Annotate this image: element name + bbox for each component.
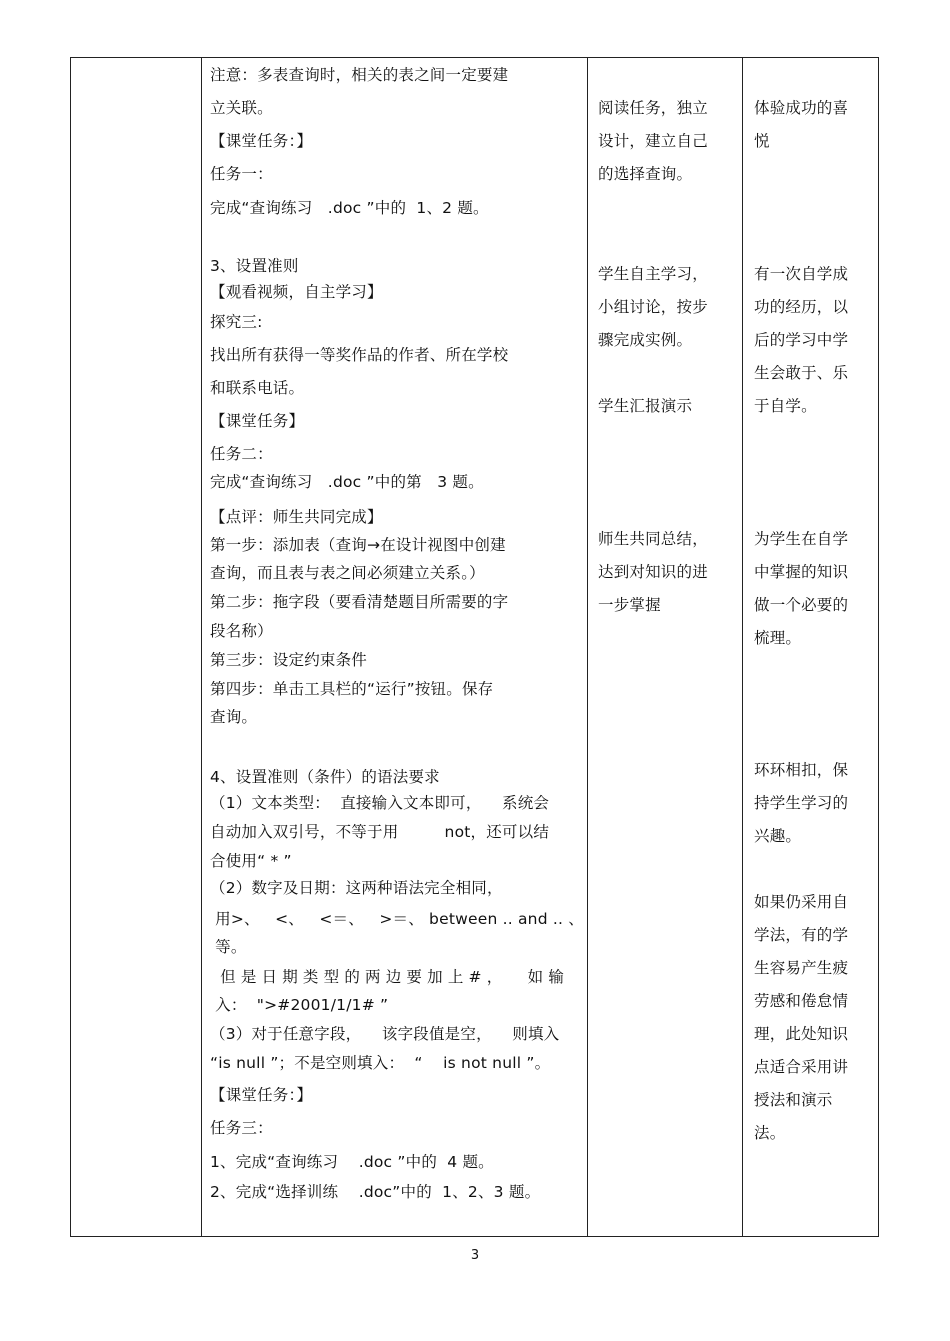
intent-line: 功的经历，以 (754, 298, 849, 316)
content-line: 自动加入双引号，不等于用 not，还可以结 (210, 823, 550, 841)
content-line: （3）对于任意字段， 该字段值是空， 则填入 (210, 1025, 560, 1043)
content-line: 【观看视频，自主学习】 (210, 283, 383, 301)
content-line: （2）数字及日期：这两种语法完全相同， (210, 879, 503, 897)
intent-line: 劳感和倦怠情 (754, 992, 849, 1010)
intent-line: 于自学。 (754, 397, 817, 415)
table-border-left (70, 57, 71, 1237)
intent-line: 中掌握的知识 (754, 563, 849, 581)
content-line: 注意：多表查询时，相关的表之间一定要建 (210, 66, 509, 84)
content-line: 段名称） (210, 622, 273, 640)
content-line: 完成“查询练习 .doc ”中的第 3 题。 (210, 473, 484, 491)
intent-line: 环环相扣，保 (754, 761, 849, 779)
content-line: 探究三: (210, 313, 263, 331)
content-line: 入： ">#2001/1/1# ” (210, 996, 389, 1014)
content-line: 【课堂任务：】 (210, 1086, 313, 1104)
column-divider-1 (201, 57, 202, 1237)
intent-line: 学法，有的学 (754, 926, 849, 944)
content-line: 任务三： (210, 1119, 273, 1137)
intent-line: 持学生学习的 (754, 794, 849, 812)
intent-line: 理，此处知识 (754, 1025, 849, 1043)
content-line: 第四步：单击工具栏的“运行”按钮。保存 (210, 680, 494, 698)
content-line: 完成“查询练习 .doc ”中的 1、2 题。 (210, 199, 489, 217)
activity-line: 阅读任务，独立 (598, 99, 708, 117)
activity-line: 达到对知识的进 (598, 563, 708, 581)
intent-line: 点适合采用讲 (754, 1058, 849, 1076)
intent-line: 如果仍采用自 (754, 893, 849, 911)
content-line: 【课堂任务：】 (210, 132, 313, 150)
content-line: 找出所有获得一等奖作品的作者、所在学校 (210, 346, 509, 364)
intent-line: 体验成功的喜 (754, 99, 849, 117)
content-line: “is null ”；不是空则填入： “ is not null ”。 (210, 1054, 551, 1072)
activity-line: 学生汇报演示 (598, 397, 693, 415)
content-line: 但是日期类型的两边要加上#， 如输 (210, 968, 570, 986)
intent-line: 有一次自学成 (754, 265, 849, 283)
intent-line: 悦 (754, 132, 770, 150)
intent-line: 后的学习中学 (754, 331, 849, 349)
intent-line: 为学生在自学 (754, 530, 849, 548)
activity-line: 师生共同总结， (598, 530, 708, 548)
content-line: 任务一： (210, 165, 273, 183)
activity-line: 的选择查询。 (598, 165, 693, 183)
activity-line: 学生自主学习， (598, 265, 708, 283)
content-line: 查询，而且表与表之间必须建立关系。） (210, 564, 485, 582)
content-line: 立关联。 (210, 99, 273, 117)
activity-line: 一步掌握 (598, 596, 661, 614)
content-line: （1）文本类型： 直接输入文本即可， 系统会 (210, 794, 550, 812)
intent-line: 生会敢于、乐 (754, 364, 849, 382)
intent-line: 梳理。 (754, 629, 802, 647)
content-line: 用>、 <、 <＝、 >＝、 between .. and .. 、 (210, 910, 584, 928)
activity-line: 设计，建立自己 (598, 132, 708, 150)
table-bottom-border (70, 1236, 879, 1237)
intent-line: 兴趣。 (754, 827, 802, 845)
activity-line: 骤完成实例。 (598, 331, 693, 349)
content-line: 第三步：设定约束条件 (210, 651, 368, 669)
activity-line: 小组讨论，按步 (598, 298, 708, 316)
column-divider-2 (587, 57, 588, 1237)
content-line: 1、完成“查询练习 .doc ”中的 4 题。 (210, 1153, 494, 1171)
intent-line: 法。 (754, 1124, 786, 1142)
content-line: 2、完成“选择训练 .doc”中的 1、2、3 题。 (210, 1183, 541, 1201)
table-top-border (70, 57, 879, 58)
section-heading: 3、设置准则 (210, 257, 299, 275)
page-number: 3 (470, 1248, 480, 1263)
content-line: 合使用“ * ” (210, 852, 292, 870)
content-line: 任务二： (210, 445, 273, 463)
intent-line: 授法和演示 (754, 1091, 833, 1109)
content-line: 查询。 (210, 708, 258, 726)
intent-line: 生容易产生疲 (754, 959, 849, 977)
content-line: 【点评：师生共同完成】 (210, 508, 383, 526)
table-border-right (878, 57, 879, 1237)
section-heading: 4、设置准则（条件）的语法要求 (210, 768, 440, 786)
content-line: 和联系电话。 (210, 379, 305, 397)
content-line: 第一步：添加表（查询→在设计视图中创建 (210, 536, 506, 554)
content-line: 等。 (210, 938, 247, 956)
content-line: 第二步：拖字段（要看清楚题目所需要的字 (210, 593, 509, 611)
content-line: 【课堂任务】 (210, 412, 305, 430)
intent-line: 做一个必要的 (754, 596, 849, 614)
column-divider-3 (742, 57, 743, 1237)
